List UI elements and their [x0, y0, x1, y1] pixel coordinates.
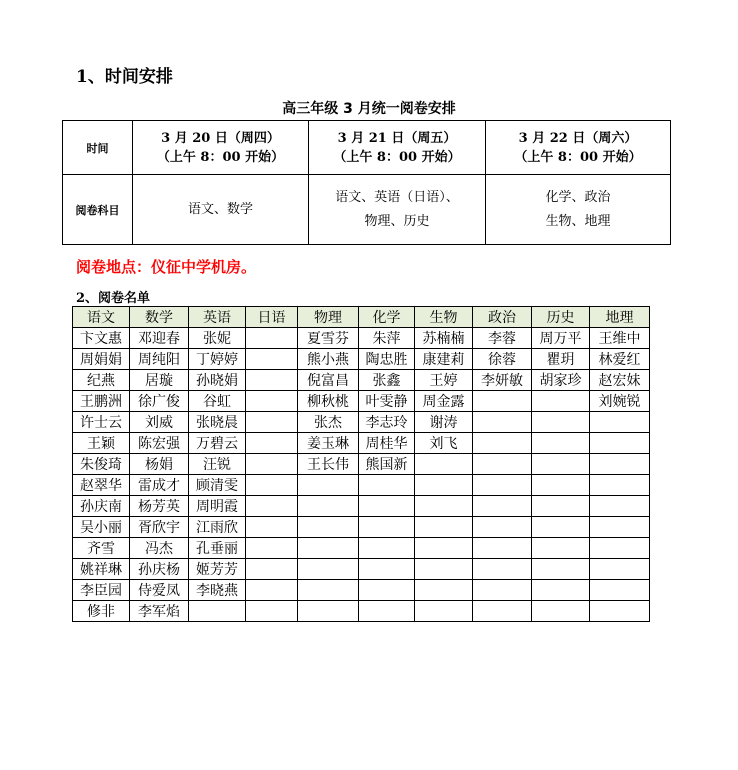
name-cell: 李蓉	[473, 328, 532, 349]
table-row	[73, 601, 650, 622]
name-cell	[473, 559, 532, 580]
day-date: 3 月 22 日（周六）	[518, 130, 638, 146]
table-row	[73, 328, 650, 349]
location-notice: 阅卷地点：仪征中学机房。	[76, 258, 257, 276]
name-cell: 柳秋桃	[298, 391, 359, 412]
name-cell	[298, 538, 359, 559]
names-table	[72, 306, 650, 622]
name-cell: 朱萍	[359, 328, 415, 349]
schedule-title: 高三年级 3 月统一阅卷安排	[282, 101, 456, 117]
name-cell	[590, 559, 650, 580]
name-cell	[246, 349, 298, 370]
name-cell: 许士云	[73, 412, 130, 433]
name-cell	[246, 475, 298, 496]
name-cell	[415, 454, 473, 475]
name-cell	[473, 454, 532, 475]
name-cell: 王维中	[590, 328, 650, 349]
name-cell	[415, 517, 473, 538]
name-cell	[473, 496, 532, 517]
name-cell: 周万平	[532, 328, 590, 349]
day-date: 3 月 20 日（周四）	[161, 130, 280, 146]
name-cell	[298, 475, 359, 496]
name-cell: 王长伟	[298, 454, 359, 475]
name-cell: 王鹏洲	[73, 391, 130, 412]
name-cell	[415, 601, 473, 622]
name-cell	[246, 538, 298, 559]
name-cell	[590, 517, 650, 538]
name-cell: 顾清雯	[189, 475, 246, 496]
names-header-cell: 数学	[130, 307, 189, 328]
name-cell: 胡家珍	[532, 370, 590, 391]
name-cell: 张晓晨	[189, 412, 246, 433]
name-cell: 王婷	[415, 370, 473, 391]
name-cell	[298, 496, 359, 517]
name-cell	[473, 601, 532, 622]
name-cell: 丁婷婷	[189, 349, 246, 370]
subject-line: 语文、英语（日语）、	[335, 189, 459, 205]
name-cell: 纪燕	[73, 370, 130, 391]
table-row	[73, 412, 650, 433]
name-cell: 周明霞	[189, 496, 246, 517]
day-date: 3 月 21 日（周五）	[337, 130, 457, 146]
name-cell: 周纯阳	[130, 349, 189, 370]
name-cell: 姜玉琳	[298, 433, 359, 454]
name-cell	[246, 391, 298, 412]
name-cell: 李晓燕	[189, 580, 246, 601]
name-cell: 李妍敏	[473, 370, 532, 391]
names-header-cell: 地理	[590, 307, 650, 328]
name-cell: 姚祥琳	[73, 559, 130, 580]
name-cell: 李臣园	[73, 580, 130, 601]
name-cell: 周桂华	[359, 433, 415, 454]
name-cell	[415, 559, 473, 580]
name-cell: 陶忠胜	[359, 349, 415, 370]
name-cell	[532, 559, 590, 580]
name-cell: 孙庆南	[73, 496, 130, 517]
table-row	[73, 349, 650, 370]
name-cell: 张鑫	[359, 370, 415, 391]
section1-heading: 1、时间安排	[76, 67, 173, 87]
name-cell: 林爱红	[590, 349, 650, 370]
name-cell	[473, 517, 532, 538]
name-cell: 江雨欣	[189, 517, 246, 538]
name-cell	[359, 517, 415, 538]
name-cell: 王颖	[73, 433, 130, 454]
name-cell: 叶雯静	[359, 391, 415, 412]
day-start-time: （上午 8：00 开始）	[514, 149, 642, 165]
name-cell: 张妮	[189, 328, 246, 349]
name-cell	[359, 475, 415, 496]
name-cell	[359, 559, 415, 580]
name-cell: 刘婉锐	[590, 391, 650, 412]
names-header-row	[73, 307, 650, 328]
name-cell: 汪锐	[189, 454, 246, 475]
name-cell	[532, 517, 590, 538]
day-start-time: （上午 8：00 开始）	[333, 149, 461, 165]
name-cell: 邓迎春	[130, 328, 189, 349]
name-cell: 周娟娟	[73, 349, 130, 370]
table-row	[73, 454, 650, 475]
names-header-cell: 生物	[415, 307, 473, 328]
name-cell	[415, 496, 473, 517]
table-row	[73, 559, 650, 580]
table-row	[73, 370, 650, 391]
name-cell	[473, 391, 532, 412]
name-cell: 徐蓉	[473, 349, 532, 370]
name-cell	[532, 601, 590, 622]
table-row	[73, 391, 650, 412]
name-cell	[532, 454, 590, 475]
name-cell: 孙庆杨	[130, 559, 189, 580]
name-cell: 齐雪	[73, 538, 130, 559]
name-cell: 熊国新	[359, 454, 415, 475]
name-cell: 张杰	[298, 412, 359, 433]
subject-line: 生物、地理	[545, 213, 611, 229]
name-cell: 徐广俊	[130, 391, 189, 412]
table-row	[73, 580, 650, 601]
subject-line: 物理、历史	[364, 213, 430, 229]
day-start-time: （上午 8：00 开始）	[156, 149, 285, 165]
name-cell	[532, 391, 590, 412]
name-cell: 冯杰	[130, 538, 189, 559]
names-header-cell: 物理	[298, 307, 359, 328]
names-header-cell: 化学	[359, 307, 415, 328]
name-cell	[532, 496, 590, 517]
name-cell: 刘飞	[415, 433, 473, 454]
names-header-cell: 语文	[73, 307, 130, 328]
subject-cell	[133, 175, 309, 245]
names-header-cell: 历史	[532, 307, 590, 328]
name-cell	[473, 580, 532, 601]
name-cell	[473, 475, 532, 496]
names-body	[73, 328, 650, 622]
name-cell: 姬芳芳	[189, 559, 246, 580]
name-cell	[532, 538, 590, 559]
name-cell	[415, 475, 473, 496]
name-cell: 刘威	[130, 412, 189, 433]
name-cell	[473, 433, 532, 454]
name-cell	[298, 601, 359, 622]
name-cell: 孙晓娟	[189, 370, 246, 391]
name-cell	[532, 433, 590, 454]
name-cell	[473, 412, 532, 433]
name-cell: 苏楠楠	[415, 328, 473, 349]
name-cell	[532, 412, 590, 433]
name-cell	[532, 580, 590, 601]
name-cell: 熊小燕	[298, 349, 359, 370]
name-cell: 雷成才	[130, 475, 189, 496]
name-cell	[532, 475, 590, 496]
name-cell	[246, 412, 298, 433]
name-cell: 夏雪芬	[298, 328, 359, 349]
name-cell: 朱俊琦	[73, 454, 130, 475]
schedule-table	[62, 120, 671, 245]
table-row	[73, 433, 650, 454]
name-cell: 瞿玥	[532, 349, 590, 370]
name-cell	[415, 538, 473, 559]
name-cell: 卞文惠	[73, 328, 130, 349]
name-cell	[246, 454, 298, 475]
name-cell: 李军焰	[130, 601, 189, 622]
subject-line: 语文、数学	[187, 201, 253, 217]
name-cell: 修非	[73, 601, 130, 622]
name-cell	[246, 328, 298, 349]
name-cell	[246, 601, 298, 622]
table-row	[73, 496, 650, 517]
name-cell	[298, 559, 359, 580]
name-cell: 吴小丽	[73, 517, 130, 538]
name-cell	[246, 370, 298, 391]
name-cell	[590, 496, 650, 517]
name-cell: 倪富昌	[298, 370, 359, 391]
name-cell: 谢涛	[415, 412, 473, 433]
name-cell	[246, 559, 298, 580]
subject-cell	[309, 175, 486, 245]
day-cell	[486, 121, 671, 175]
name-cell	[246, 496, 298, 517]
name-cell	[590, 475, 650, 496]
name-cell	[590, 454, 650, 475]
names-header-cell: 日语	[246, 307, 298, 328]
name-cell	[415, 580, 473, 601]
name-cell: 谷虹	[189, 391, 246, 412]
name-cell: 赵宏妹	[590, 370, 650, 391]
table-row	[73, 475, 650, 496]
name-cell	[359, 580, 415, 601]
table-row	[73, 538, 650, 559]
name-cell	[590, 601, 650, 622]
name-cell	[359, 496, 415, 517]
name-cell	[189, 601, 246, 622]
name-cell	[590, 412, 650, 433]
name-cell	[590, 580, 650, 601]
section2-heading: 2、阅卷名单	[76, 291, 151, 306]
name-cell: 杨芳英	[130, 496, 189, 517]
name-cell: 胥欣宇	[130, 517, 189, 538]
subject-line: 化学、政治	[545, 189, 611, 205]
name-cell	[590, 433, 650, 454]
time-header: 时间	[63, 121, 133, 175]
table-row	[73, 517, 650, 538]
name-cell: 李志玲	[359, 412, 415, 433]
name-cell: 周金露	[415, 391, 473, 412]
name-cell	[590, 538, 650, 559]
name-cell: 杨娟	[130, 454, 189, 475]
name-cell: 侍爱凤	[130, 580, 189, 601]
name-cell: 孔垂丽	[189, 538, 246, 559]
name-cell: 万碧云	[189, 433, 246, 454]
name-cell	[246, 517, 298, 538]
name-cell: 居璇	[130, 370, 189, 391]
name-cell: 康建莉	[415, 349, 473, 370]
name-cell: 赵翠华	[73, 475, 130, 496]
subject-cell	[486, 175, 671, 245]
day-cell	[133, 121, 309, 175]
name-cell	[246, 580, 298, 601]
name-cell	[298, 580, 359, 601]
name-cell	[359, 601, 415, 622]
subject-header: 阅卷科目	[63, 175, 133, 245]
name-cell	[298, 517, 359, 538]
names-header-cell: 英语	[189, 307, 246, 328]
name-cell	[473, 538, 532, 559]
name-cell	[246, 433, 298, 454]
name-cell	[359, 538, 415, 559]
names-header-cell: 政治	[473, 307, 532, 328]
name-cell: 陈宏强	[130, 433, 189, 454]
day-cell	[309, 121, 486, 175]
